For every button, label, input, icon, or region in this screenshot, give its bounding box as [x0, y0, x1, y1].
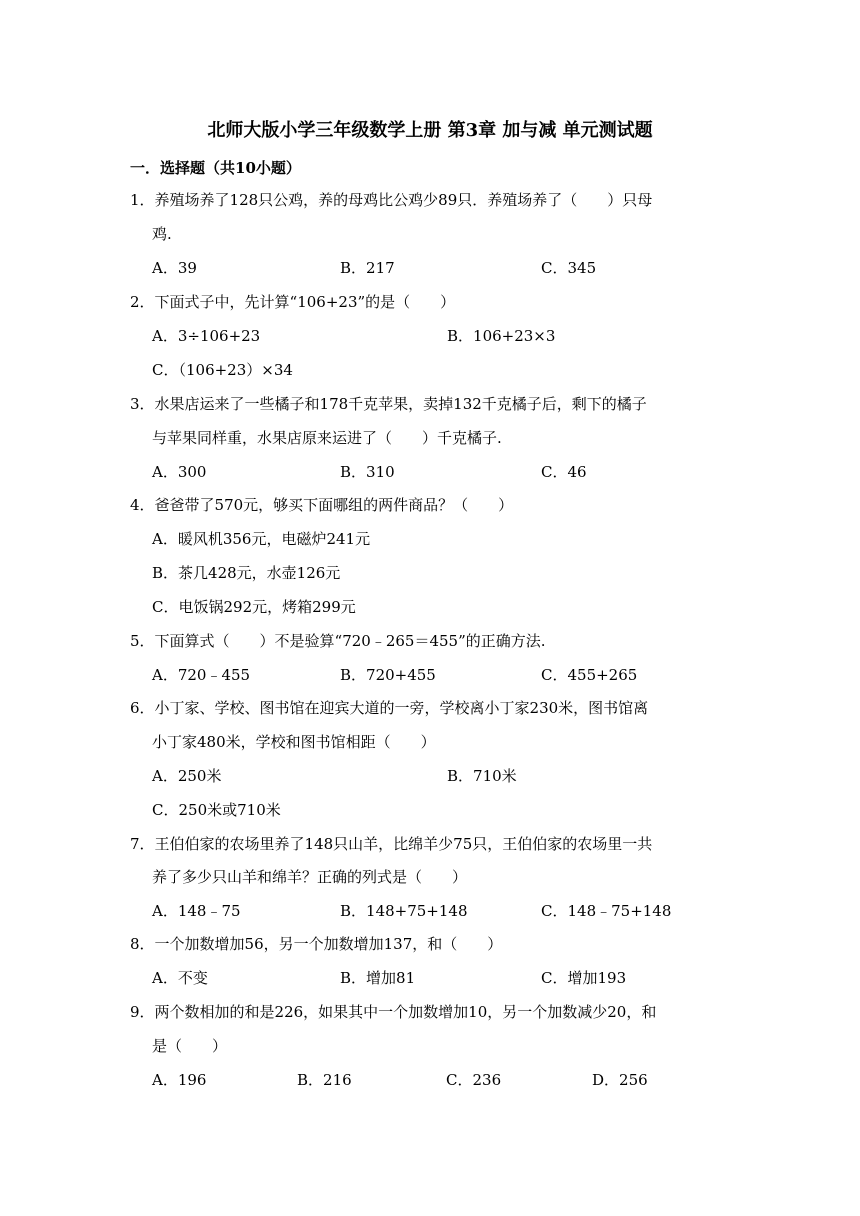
question-9-option-c: C．236 — [446, 1071, 502, 1089]
question-9-option-d: D．256 — [592, 1071, 648, 1089]
question-1-line-2: 鸡. — [152, 225, 172, 243]
question-6-option-a: A．250米 — [152, 767, 222, 785]
question-3-option-b: B．310 — [340, 463, 395, 481]
question-3-line-1: 3．水果店运来了一些橘子和178千克苹果，卖掉132千克橘子后，剩下的橘子 — [130, 395, 647, 413]
question-7-option-a: A．148﹣75 — [152, 902, 241, 920]
question-9-option-a: A．196 — [152, 1071, 207, 1089]
question-2-option-a: A．3÷106+23 — [152, 327, 261, 345]
question-8-option-c: C．增加193 — [541, 969, 627, 987]
question-5-option-a: A．720﹣455 — [152, 666, 251, 684]
question-9-line-2: 是（ ） — [152, 1037, 228, 1055]
question-8-option-b: B．增加81 — [340, 969, 416, 987]
question-1-option-c: C．345 — [541, 259, 597, 277]
question-5-option-b: B．720+455 — [340, 666, 436, 684]
question-8-option-a: A．不变 — [152, 969, 208, 987]
question-1-option-a: A．39 — [152, 259, 197, 277]
question-1-line-1: 1．养殖场养了128只公鸡，养的母鸡比公鸡少89只．养殖场养了（ ）只母 — [130, 191, 653, 209]
document-title: 北师大版小学三年级数学上册 第3章 加与减 单元测试题 — [207, 120, 653, 141]
question-3-option-a: A．300 — [152, 463, 207, 481]
question-5-option-c: C．455+265 — [541, 666, 638, 684]
question-4-line-1: 4．爸爸带了570元，够买下面哪组的两件商品？（ ） — [130, 496, 514, 514]
question-7-line-2: 养了多少只山羊和绵羊？正确的列式是（ ） — [152, 868, 468, 886]
question-3-line-2: 与苹果同样重，水果店原来运进了（ ）千克橘子. — [152, 429, 502, 447]
question-6-option-b: B．710米 — [447, 767, 517, 785]
question-3-option-c: C．46 — [541, 463, 587, 481]
question-7-line-1: 7．王伯伯家的农场里养了148只山羊，比绵羊少75只，王伯伯家的农场里一共 — [130, 835, 653, 853]
question-7-option-b: B．148+75+148 — [340, 902, 468, 920]
question-4-option-c: C．电饭锅292元，烤箱299元 — [152, 598, 356, 616]
question-2-line-1: 2．下面式子中，先计算“106+23”的是（ ） — [130, 293, 456, 311]
section-heading: 一．选择题（共10小题） — [130, 159, 301, 177]
question-4-option-b: B．茶几428元，水壶126元 — [152, 564, 341, 582]
question-1-option-b: B．217 — [340, 259, 395, 277]
question-8-line-1: 8．一个加数增加56，另一个加数增加137，和（ ） — [130, 935, 503, 953]
question-5-line-1: 5．下面算式（ ）不是验算“720﹣265＝455”的正确方法. — [130, 632, 546, 650]
question-6-line-1: 6．小丁家、学校、图书馆在迎宾大道的一旁，学校离小丁家230米，图书馆离 — [130, 699, 649, 717]
question-2-option-b: B．106+23×3 — [447, 327, 556, 345]
question-9-line-1: 9．两个数相加的和是226，如果其中一个加数增加10，另一个加数减少20，和 — [130, 1003, 657, 1021]
question-6-option-c: C．250米或710米 — [152, 801, 281, 819]
question-7-option-c: C．148﹣75+148 — [541, 902, 672, 920]
question-9-option-b: B．216 — [297, 1071, 352, 1089]
question-4-option-a: A．暖风机356元，电磁炉241元 — [152, 530, 371, 548]
question-6-line-2: 小丁家480米，学校和图书馆相距（ ） — [152, 733, 436, 751]
question-2-option-c: C．（106+23）×34 — [152, 361, 293, 379]
